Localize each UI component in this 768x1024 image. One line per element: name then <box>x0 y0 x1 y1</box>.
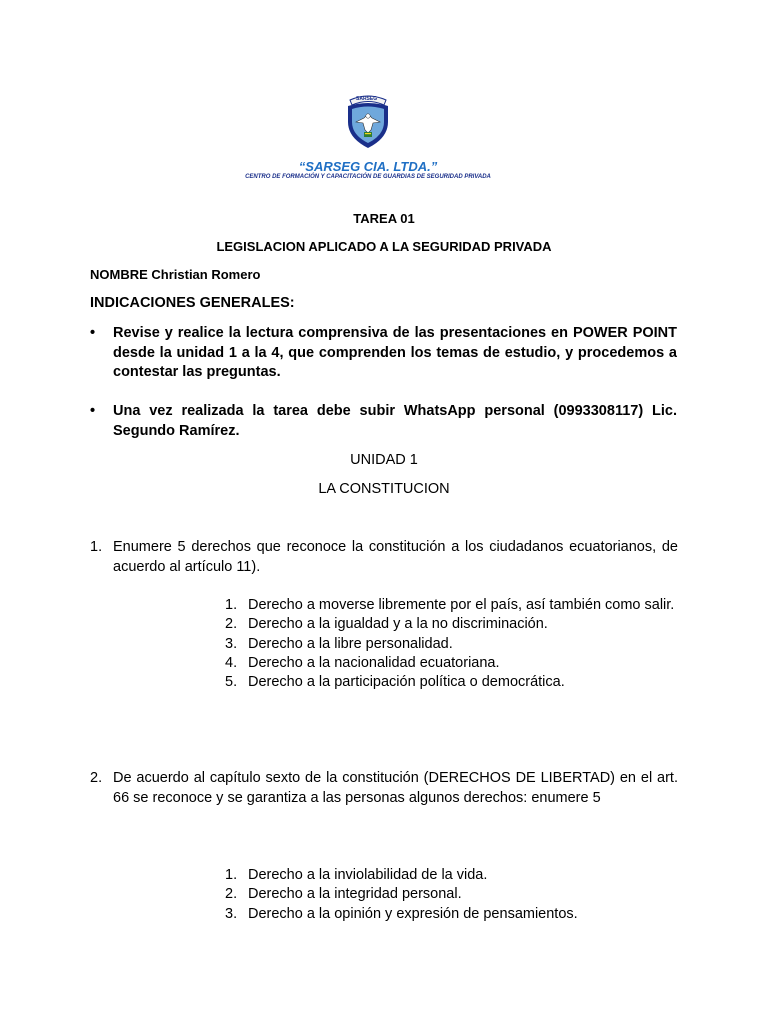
logo-text: SARSEG <box>356 96 378 102</box>
list-item <box>225 615 675 634</box>
list-item <box>225 885 675 904</box>
list-item <box>225 635 675 654</box>
answer-text: Derecho a la integridad personal. <box>248 886 462 903</box>
bullet-icon: • <box>90 403 96 419</box>
instruction-item <box>90 324 677 383</box>
question-1 <box>90 538 678 577</box>
answer-list-1 <box>225 596 675 692</box>
assignment-subject: LEGISLACION APLICADO A LA SEGURIDAD PRIVADA <box>216 239 552 254</box>
question-number: 1. <box>90 539 103 555</box>
answer-number: 2. <box>225 616 238 633</box>
answer-number: 3. <box>225 635 238 652</box>
unit-subtitle: LA CONSTITUCION <box>318 481 450 497</box>
answer-text: Derecho a moverse libremente por el país, así también como salir. <box>248 597 675 613</box>
answer-text: Derecho a la opinión y expresión de pensamientos. <box>248 905 578 922</box>
answer-text: Derecho a la participación política o democrática. <box>248 674 565 691</box>
answer-number: 5. <box>225 674 238 691</box>
company-subtitle: CENTRO DE FORMACIÓN Y CAPACITACIÓN DE GUARDIAS DE SEGURIDAD PRIVADA <box>245 174 491 180</box>
list-item <box>225 596 675 615</box>
unit-title: UNIDAD 1 <box>350 452 418 468</box>
answer-number: 4. <box>225 654 238 671</box>
instruction-text: Una vez realizada la tarea debe subir WhatsApp personal (0993308117) Lic. Segundo Ramírez. <box>113 403 677 439</box>
list-item <box>225 654 675 673</box>
question-text: De acuerdo al capítulo sexto de la constitución (DERECHOS DE LIBERTAD) en el art. 66 se reconoce y se garantiza a las personas algunos derechos: enumere 5 <box>113 770 678 806</box>
answer-text: Derecho a la libre personalidad. <box>248 635 453 652</box>
list-item <box>225 673 675 692</box>
question-text: Enumere 5 derechos que reconoce la constitución a los ciudadanos ecuatorianos, de acuerdo al artículo 11). <box>113 539 678 575</box>
list-item <box>225 905 675 924</box>
company-name: “SARSEG CIA. LTDA.” <box>298 159 438 174</box>
bullet-icon: • <box>90 325 96 341</box>
answer-list-2 <box>225 866 675 924</box>
instructions-heading: INDICACIONES GENERALES: <box>90 295 295 311</box>
instruction-item <box>90 402 677 441</box>
sarseg-shield-logo <box>342 92 394 150</box>
instruction-text: Revise y realice la lectura comprensiva de las presentaciones en POWER POINT desde la unidad 1 a la 4, que comprenden los temas de estudio, y procedemos a contestar las preguntas. <box>113 325 677 380</box>
student-name-line: NOMBRE Christian Romero <box>90 267 261 282</box>
question-2 <box>90 769 678 808</box>
answer-text: Derecho a la inviolabilidad de la vida. <box>248 867 488 883</box>
answer-number: 3. <box>225 905 238 922</box>
answer-text: Derecho a la igualdad y a la no discriminación. <box>248 616 548 633</box>
list-item <box>225 866 675 885</box>
answer-number: 1. <box>225 597 238 613</box>
question-number: 2. <box>90 770 103 786</box>
answer-number: 2. <box>225 886 238 903</box>
assignment-title: TAREA 01 <box>353 211 415 226</box>
answer-number: 1. <box>225 867 238 883</box>
answer-text: Derecho a la nacionalidad ecuatoriana. <box>248 654 500 671</box>
